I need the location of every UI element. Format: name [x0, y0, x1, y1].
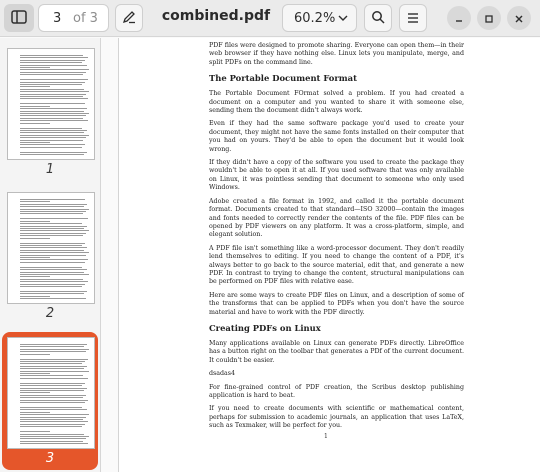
thumbnail-text-line	[20, 103, 85, 104]
thumbnail-text-line	[20, 137, 86, 138]
document-title: combined.pdf	[161, 8, 271, 24]
thumbnail-text-line	[20, 230, 89, 231]
thumbnail-text-line	[20, 223, 82, 224]
thumbnail-text-line	[20, 245, 82, 246]
thumbnail-text-line	[20, 397, 83, 398]
thumbnail-text-line	[20, 443, 88, 444]
paragraph: Adobe created a file format in 1992, and called it the portable document format. Documents created to that standard—ISO 32000—contain the images and fonts needed to correctly render the contents of the file. PDF files can be opened by PDF viewers on any platform. It was a cross-platform, simple, and elegant solution.	[209, 197, 464, 239]
thumbnail-label: 2	[45, 306, 55, 321]
thumbnail-text-line	[20, 209, 89, 210]
thumbnail-page-2[interactable]	[2, 188, 98, 320]
thumbnail-text-line	[20, 233, 86, 234]
thumbnail-text-line	[20, 257, 50, 258]
header-bar	[0, 0, 540, 37]
thumbnail-text-line	[20, 94, 86, 95]
thumbnail-text-line	[20, 226, 87, 227]
page-content	[209, 42, 464, 436]
chevron-down-icon	[338, 12, 348, 27]
thumbnail-text-line	[20, 89, 84, 90]
thumbnail-text-line	[20, 363, 82, 364]
thumbnail-image	[7, 337, 95, 449]
thumbnail-text-line	[20, 247, 87, 248]
thumbnail-text-line	[20, 412, 50, 413]
thumbnail-text-line	[20, 84, 82, 85]
paragraph: dsadas4	[209, 370, 236, 378]
thumbnail-text-line	[20, 421, 88, 422]
thumbnail-text-line	[20, 79, 88, 80]
thumbnail-image	[7, 192, 95, 304]
thumbnail-text-line	[20, 72, 86, 73]
thumbnail-text-line	[20, 417, 86, 418]
thumbnail-text-line	[20, 361, 85, 362]
thumbnail-text-line	[20, 228, 84, 229]
section-heading: The Portable Document Format	[209, 73, 357, 84]
thumbnail-text-line	[20, 344, 87, 345]
thumbnail-label: 3	[45, 451, 55, 466]
thumbnail-text-line	[20, 279, 83, 280]
thumbnail-text-line	[20, 395, 86, 396]
thumbnail-page-1[interactable]	[2, 44, 98, 176]
thumbnail-text-line	[20, 259, 88, 260]
thumbnail-text-line	[20, 276, 50, 277]
thumbnail-text-line	[20, 211, 86, 212]
paragraph: If you need to create documents with scientific or mathematical content, perhaps for submission to academic journals, an application that uses LaTeX, such as Texmaker, will be perfect for you.	[209, 405, 464, 430]
thumbnail-text-line	[20, 419, 83, 420]
thumbnail-text-line	[20, 106, 50, 107]
thumbnail-text-line	[20, 135, 89, 136]
thumbnail-text-line	[20, 409, 87, 410]
thumbnail-text-line	[20, 142, 50, 143]
thumbnail-text-line	[20, 441, 83, 442]
thumbnail-text-line	[20, 269, 87, 270]
thumbnail-text-line	[20, 221, 50, 222]
thumbnail-text-line	[20, 296, 50, 297]
thumbnail-text-line	[20, 431, 50, 432]
current-page-input[interactable]: 3	[53, 11, 62, 26]
thumbnail-text-line	[20, 383, 85, 384]
thumbnail-text-line	[20, 218, 88, 219]
thumbnail-text-line	[20, 147, 82, 148]
thumbnail-text-line	[20, 436, 89, 437]
section-heading: Creating PDFs on Linux	[209, 322, 321, 333]
thumbnail-text-line	[20, 262, 85, 263]
thumbnail-text-line	[20, 118, 83, 119]
thumbnail-text-line	[20, 349, 89, 350]
thumbnail-text-line	[20, 96, 83, 97]
thumbnail-sidebar	[0, 38, 101, 472]
zoom-level: 60.2%	[294, 11, 336, 26]
thumbnail-text-line	[20, 206, 84, 207]
paragraph: For fine-grained control of PDF creation, the Scribus desktop publishing application is hard to beat.	[209, 383, 464, 399]
thumbnail-text-line	[20, 252, 89, 253]
thumbnail-text-line	[20, 132, 84, 133]
thumbnail-text-line	[20, 291, 87, 292]
thumbnail-text-line	[20, 284, 85, 285]
thumbnail-text-line	[20, 354, 50, 355]
thumbnail-text-line	[20, 298, 86, 299]
main-menu-button[interactable]	[399, 4, 427, 32]
thumbnail-text-line	[20, 111, 84, 112]
thumbnail-text-line	[20, 115, 86, 116]
minimize-button[interactable]	[447, 6, 471, 30]
maximize-icon	[484, 9, 494, 28]
thumbnail-text-line	[20, 62, 82, 63]
thumbnail-text-line	[20, 414, 89, 415]
thumbnail-page-3[interactable]	[2, 332, 98, 470]
search-icon	[371, 9, 385, 28]
thumbnail-text-line	[20, 434, 84, 435]
thumbnail-text-line	[20, 402, 85, 403]
thumbnail-text-line	[20, 392, 50, 393]
thumbnail-text-line	[20, 424, 85, 425]
thumbnail-text-line	[20, 128, 82, 129]
thumbnail-text-line	[20, 407, 82, 408]
paragraph: Here are some ways to create PDF files on Linux, and a description of some of the transforms that can be applied to PDFs when you don't have the source material and have to work with the PDF directly.	[209, 291, 464, 316]
thumbnail-text-line	[20, 213, 83, 214]
thumbnail-text-line	[20, 144, 85, 145]
page-number: 1	[324, 433, 328, 440]
thumbnail-text-line	[20, 375, 83, 376]
hamburger-menu-icon	[406, 9, 420, 28]
zoom-menu-button[interactable]	[282, 4, 357, 32]
pencil-icon	[122, 9, 136, 28]
thumbnail-text-line	[20, 67, 50, 68]
thumbnail-text-line	[20, 130, 87, 131]
thumbnail-text-line	[20, 201, 50, 202]
thumbnail-text-line	[20, 69, 89, 70]
thumbnail-text-line	[20, 274, 89, 275]
sidebar-toggle-icon	[11, 9, 27, 28]
thumbnail-text-line	[20, 199, 85, 200]
thumbnail-image	[7, 48, 95, 160]
thumbnail-text-line	[20, 86, 50, 87]
thumbnail-text-line	[20, 281, 88, 282]
thumbnail-text-line	[20, 293, 84, 294]
search-button[interactable]	[364, 4, 392, 32]
thumbnail-text-line	[20, 123, 50, 124]
thumbnail-text-line	[20, 243, 85, 244]
thumbnail-text-line	[20, 140, 83, 141]
thumbnail-text-line	[20, 272, 84, 273]
thumbnail-text-line	[20, 55, 83, 56]
paragraph: Even if they had the same software package you'd used to create your document, they might not have the same fonts installed on their computer that you had on yours. They'd be able to open the document but it would look wrong.	[209, 120, 464, 153]
thumbnail-text-line	[20, 373, 50, 374]
thumbnail-text-line	[20, 267, 82, 268]
thumbnail-text-line	[20, 255, 86, 256]
thumbnail-text-line	[20, 74, 83, 75]
thumbnail-text-line	[20, 359, 88, 360]
thumbnail-text-line	[20, 91, 89, 92]
paragraph: A PDF file isn't something like a word-processor document. They don't readily lend themselves to editing. If you need to change the content of a PDF, it's always better to go back to the source material, edit that, and generate a new PDF. In contrast to trying to change the content, structural manipulations can be performed on PDF files with relative ease.	[209, 244, 464, 286]
paragraph: The Portable Document FOrmat solved a problem. If you had created a document on a computer and you wanted to share it with someone else, sending them the document didn't always work.	[209, 90, 464, 115]
thumbnail-text-line	[20, 65, 87, 66]
close-button[interactable]	[507, 6, 531, 30]
thumbnail-text-line	[20, 238, 50, 239]
thumbnail-text-line	[20, 60, 85, 61]
annotate-button[interactable]	[115, 4, 143, 32]
total-pages-label: of 3	[73, 11, 98, 26]
thumbnail-text-line	[20, 250, 84, 251]
thumbnail-text-line	[20, 120, 88, 121]
thumbnail-text-line	[20, 390, 84, 391]
thumbnail-text-line	[20, 371, 89, 372]
thumbnail-text-line	[20, 98, 88, 99]
maximize-button[interactable]	[477, 6, 501, 30]
thumbnail-text-line	[20, 366, 87, 367]
thumbnail-text-line	[20, 346, 84, 347]
thumbnail-text-line	[20, 400, 88, 401]
thumbnail-text-line	[20, 235, 83, 236]
thumbnail-text-line	[20, 385, 82, 386]
paragraph: PDF files were designed to promote sharing. Everyone can open them—in their web browser if they have nothing else. Linux lets you manipulate, merge, and split PDFs on the command line.	[209, 42, 464, 66]
thumbnail-text-line	[20, 154, 84, 155]
close-icon	[514, 9, 524, 28]
thumbnail-text-line	[20, 426, 82, 427]
thumbnail-text-line	[20, 378, 88, 379]
thumbnail-text-line	[20, 113, 89, 114]
thumbnail-text-line	[20, 438, 86, 439]
thumbnail-text-line	[20, 351, 86, 352]
minimize-icon	[454, 9, 464, 28]
thumbnail-text-line	[20, 82, 85, 83]
pdf-page	[118, 38, 540, 472]
thumbnail-label: 1	[45, 162, 55, 177]
page-number-entry[interactable]	[38, 4, 109, 32]
thumbnail-text-line	[20, 152, 87, 153]
thumbnail-text-line	[20, 368, 84, 369]
thumbnail-text-line	[20, 204, 87, 205]
thumbnail-text-line	[20, 388, 87, 389]
document-viewer[interactable]	[102, 38, 540, 472]
thumbnail-text-line	[20, 57, 88, 58]
thumbnail-text-line	[20, 286, 82, 287]
paragraph: If they didn't have a copy of the software you used to create the package they wouldn't be able to open it at all. If you used software that was only available on Linux, it was pointless sending that document to someone who only used Windows.	[209, 159, 464, 192]
sidebar-toggle-button[interactable]	[4, 4, 34, 32]
paragraph: Many applications available on Linux can generate PDFs directly. LibreOffice has a button right on the toolbar that generates a PDf of the current document. It couldn't be easier.	[209, 339, 464, 364]
thumbnail-text-line	[20, 108, 87, 109]
